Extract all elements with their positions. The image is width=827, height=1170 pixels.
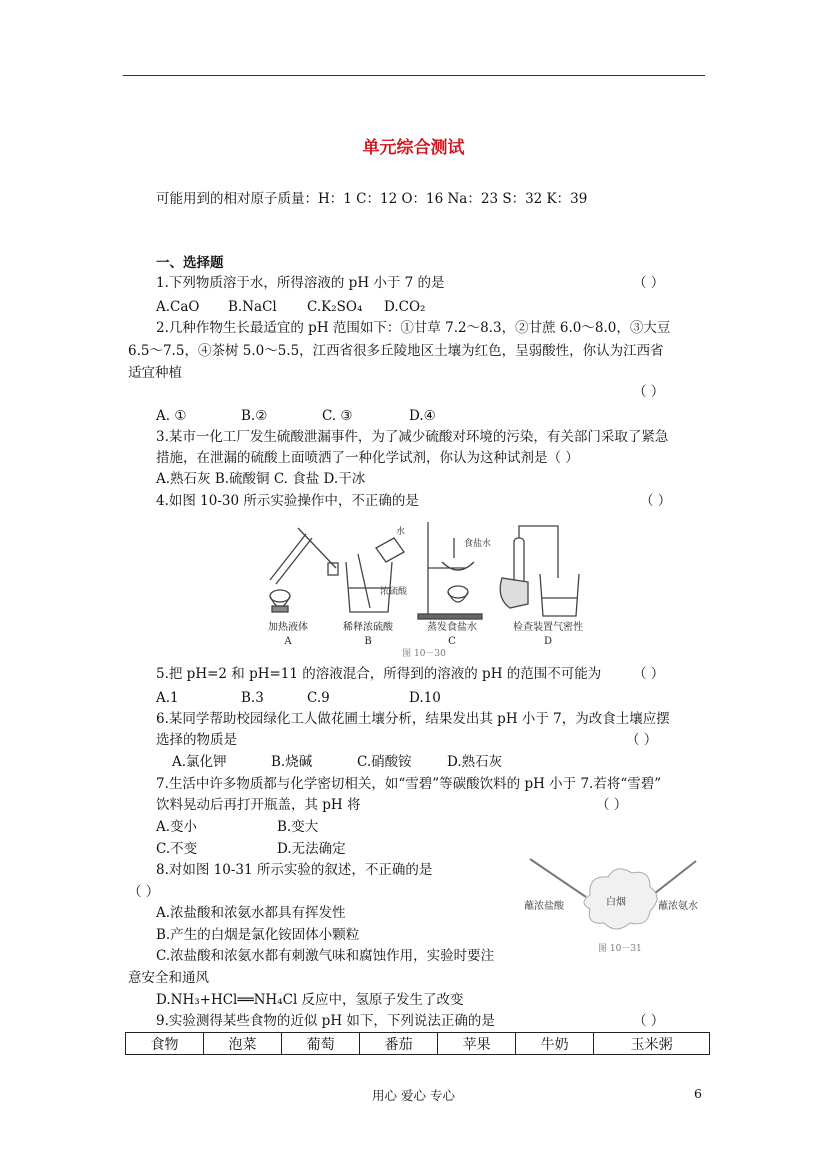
q6-line1: 6.某同学帮助校园绿化工人做花圃土壤分析，结果发出其 pH 小于 7，为改食土壤应摆: [156, 711, 670, 727]
q7-option-b: B.变大: [277, 819, 319, 835]
q2-option-a: A. ①: [156, 408, 187, 424]
fig-letter-b: B: [364, 636, 372, 647]
q8-answer-blank: （ ）: [128, 884, 160, 900]
q5-option-a: A.1: [156, 690, 179, 706]
table-header-cell: 葡萄: [282, 1033, 360, 1055]
q5-option-c: C.9: [307, 690, 330, 706]
q4-answer-blank: （ ）: [640, 493, 672, 509]
q6-answer-blank: （ ）: [626, 732, 658, 748]
callout-brine: 食盐水: [464, 539, 492, 549]
q1-answer-blank: （ ）: [633, 275, 665, 291]
q6-option-a: A.氯化钾: [172, 754, 227, 770]
callout-conc-acid: 浓硫酸: [380, 587, 408, 597]
q8-option-b: B.产生的白烟是氯化铵固体小颗粒: [156, 927, 360, 943]
q1-option-c: C.K₂SO₄: [307, 299, 363, 315]
table-header-cell: 牛奶: [516, 1033, 594, 1055]
table-header-cell: 番茄: [360, 1033, 438, 1055]
fig-letter-a: A: [284, 636, 292, 647]
fig-letter-c: C: [448, 636, 456, 647]
figure-10-31-caption: 图 10－31: [598, 944, 642, 954]
q5-answer-blank: （ ）: [633, 666, 665, 682]
header-rule: [123, 75, 705, 76]
q2-option-c: C. ③: [322, 408, 353, 424]
figure-10-30-caption: 图 10－30: [402, 649, 446, 658]
table-row: [126, 1033, 710, 1055]
q3-line1: 3.某市一化工厂发生硫酸泄漏事件，为了减少硫酸对环境的污染，有关部门采取了紧急: [156, 429, 669, 445]
q6-line2: 选择的物质是: [156, 732, 237, 748]
q4-stem: 4.如图 10-30 所示实验操作中，不正确的是: [156, 493, 419, 509]
fig-label-conc-ammonia: 蘸浓氨水: [658, 901, 698, 912]
section-heading: 一、选择题: [156, 255, 224, 271]
table-header-cell: 苹果: [438, 1033, 516, 1055]
q2-line1: 2.几种作物生长最适宜的 pH 范围如下：①甘草 7.2～8.3，②甘蔗 6.0～8.0，③大豆: [156, 320, 671, 336]
page-footer: 用心 爱心 专心: [372, 1088, 455, 1103]
q5-option-b: B.3: [241, 690, 264, 706]
atomic-masses-note: 可能用到的相对原子质量：H：1 C：12 O：16 Na：23 S：32 K：39: [156, 191, 588, 207]
figure-10-31: [520, 855, 710, 955]
figure-c-evaporating-brine: [418, 522, 491, 619]
q2-option-d: D.④: [409, 408, 436, 424]
q2-option-b: B.②: [241, 408, 268, 424]
food-ph-table: [125, 1032, 710, 1055]
fig-label-a: 加热液体: [268, 622, 308, 633]
figure-a-heating-liquid: [270, 528, 338, 612]
page-title: 单元综合测试: [362, 138, 465, 158]
fig-label-d: 检查装置气密性: [513, 622, 583, 633]
q7-line1: 7.生活中许多物质都与化学密切相关，如“雪碧”等碳酸饮料的 pH 小于 7.若将“雪碧”: [156, 776, 662, 792]
q1-stem: 1.下列物质溶于水，所得溶液的 pH 小于 7 的是: [156, 275, 445, 291]
q8-option-d: D.NH₃+HCl══NH₄Cl 反应中，氢原子发生了改变: [156, 992, 464, 1008]
q9-answer-blank: （ ）: [633, 1013, 665, 1029]
callout-water: 水: [396, 527, 406, 537]
q2-answer-blank: （ ）: [633, 384, 665, 400]
q3-options: A.熟石灰 B.硫酸铜 C. 食盐 D.干冰: [156, 471, 366, 487]
table-header-cell: 食物: [126, 1033, 204, 1055]
q1-option-a: A.CaO: [156, 299, 200, 315]
fig-label-conc-hcl: 蘸浓盐酸: [524, 901, 564, 912]
fig-letter-d: D: [543, 636, 553, 647]
figure-b-diluting-acid: [346, 525, 408, 612]
q7-option-d: D.无法确定: [277, 841, 346, 857]
q8-stem: 8.对如图 10-31 所示实验的叙述，不正确的是: [156, 862, 433, 878]
q3-line2: 措施，在泄漏的硫酸上面喷洒了一种化学试剂，你认为这种试剂是（ ）: [156, 450, 579, 466]
q2-line3: 适宜种植: [128, 365, 182, 381]
q6-option-d: D.熟石灰: [447, 754, 503, 770]
page-number: 6: [694, 1086, 702, 1101]
q5-option-d: D.10: [409, 690, 441, 706]
q7-option-a: A.变小: [156, 819, 198, 835]
table-header-cell: 泡菜: [204, 1033, 282, 1055]
figure-d-checking-airtightness: [500, 526, 579, 616]
figure-10-30: [258, 518, 588, 658]
q7-answer-blank: （ ）: [596, 797, 628, 813]
q8-option-a: A.浓盐酸和浓氨水都具有挥发性: [156, 905, 346, 921]
q6-option-b: B.烧碱: [271, 754, 313, 770]
table-header-cell: 玉米粥: [594, 1033, 710, 1055]
q5-stem: 5.把 pH=2 和 pH=11 的溶液混合，所得到的溶液的 pH 的范围不可能为: [156, 666, 602, 682]
q8-option-c-line2: 意安全和通风: [128, 970, 209, 986]
q1-option-b: B.NaCl: [228, 299, 277, 315]
q7-option-c: C.不变: [156, 841, 198, 857]
q1-option-d: D.CO₂: [384, 299, 426, 315]
q7-line2: 饮料晃动后再打开瓶盖，其 pH 将: [156, 797, 361, 813]
fig-label-c: 蒸发食盐水: [427, 622, 477, 633]
q9-stem: 9.实验测得某些食物的近似 pH 如下，下列说法正确的是: [156, 1013, 495, 1029]
q8-option-c-line1: C.浓盐酸和浓氨水都有刺激气味和腐蚀作用，实验时要注: [156, 948, 495, 964]
fig-label-b: 稀释浓硫酸: [343, 622, 393, 633]
fig-label-white-smoke: 白烟: [606, 897, 626, 908]
q6-option-c: C.硝酸铵: [357, 754, 412, 770]
q2-line2: 6.5～7.5，④茶树 5.0～5.5，江西省很多丘陵地区土壤为红色，呈弱酸性，你认为江西省: [128, 343, 664, 359]
